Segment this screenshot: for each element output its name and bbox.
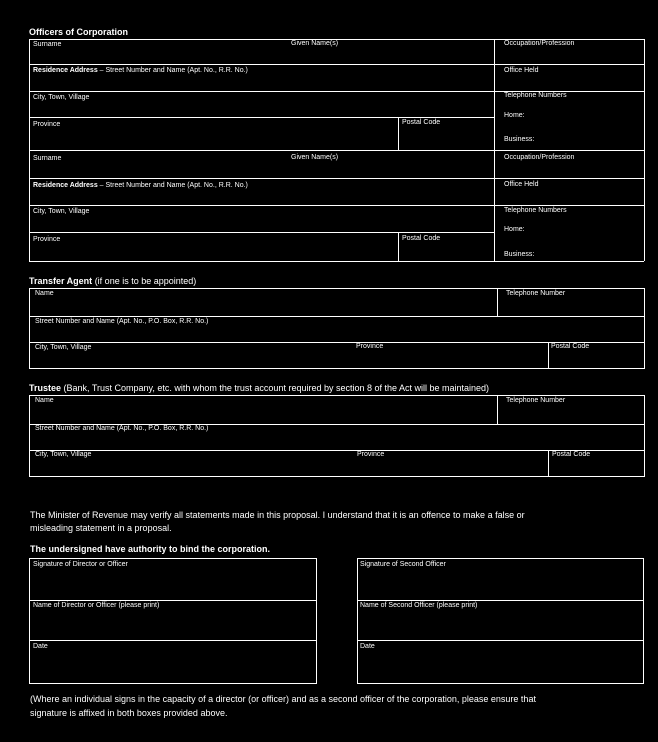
divider: [358, 640, 643, 641]
occupation-label: Occupation/Profession: [504, 40, 575, 47]
officer-1-home-phone-field[interactable]: [530, 112, 640, 122]
home-phone-label: Home:: [504, 112, 525, 119]
transfer-agent-city-field[interactable]: [35, 355, 345, 365]
city-label: City, Town, Village: [35, 344, 92, 351]
trustee-name-field[interactable]: [35, 409, 490, 419]
director-signature-field[interactable]: [33, 572, 311, 596]
home-phone-label: Home:: [504, 226, 525, 233]
officer-2-occupation-field[interactable]: [504, 165, 640, 175]
city-label: City, Town, Village: [33, 94, 90, 101]
telephone-label: Telephone Number: [506, 397, 566, 404]
officer-2-given-names-field[interactable]: [291, 165, 491, 175]
second-officer-date-field[interactable]: [360, 656, 640, 668]
divider: [29, 64, 494, 65]
province-label: Province: [33, 121, 61, 128]
divider: [398, 117, 399, 150]
officer-2-residence-field[interactable]: [33, 193, 488, 203]
province-label: Province: [356, 343, 384, 350]
office-held-label: Office Held: [504, 181, 539, 188]
officer-1-postal-code-field[interactable]: [402, 132, 490, 142]
officer-1-given-names-field[interactable]: [291, 50, 491, 60]
authority-statement: The undersigned have authority to bind the corporation.: [30, 544, 271, 554]
divider: [29, 178, 494, 179]
residence-address-suffix: – Street Number and Name (Apt. No., R.R. No.): [97, 67, 248, 74]
trustee-city-field[interactable]: [35, 462, 345, 472]
second-officer-signature-field[interactable]: [360, 572, 640, 596]
city-label: City, Town, Village: [35, 451, 92, 458]
trustee-title-rest: (Bank, Trust Company, etc. with whom the trust account required by section 8 of the Act will be maintained): [61, 383, 490, 393]
director-date-field[interactable]: [33, 656, 311, 668]
transfer-agent-telephone-field[interactable]: [506, 301, 640, 311]
divider: [30, 600, 316, 601]
officer-1-business-phone-field[interactable]: [544, 136, 640, 146]
transfer-agent-title-rest: (if one is to be appointed): [92, 276, 197, 286]
postal-code-label: Postal Code: [552, 451, 591, 458]
transfer-agent-title: [29, 276, 196, 286]
surname-label: Surname: [33, 41, 62, 48]
director-name-field[interactable]: [33, 614, 311, 626]
surname-label: Surname: [33, 155, 62, 162]
telephone-label: Telephone Number: [506, 290, 566, 297]
residence-address-label: [33, 182, 248, 189]
name-label: Name: [35, 397, 54, 404]
officer-2-business-phone-field[interactable]: [544, 250, 640, 260]
second-officer-name-field[interactable]: [360, 614, 640, 626]
divider: [494, 178, 644, 179]
director-signature-label: Signature of Director or Officer: [33, 561, 128, 568]
business-phone-label: Business:: [504, 136, 535, 143]
divider: [30, 316, 644, 317]
telephone-numbers-label: Telephone Numbers: [504, 207, 567, 214]
divider: [358, 600, 643, 601]
officer-2-surname-field[interactable]: [33, 165, 283, 175]
officer-2-office-held-field[interactable]: [504, 192, 640, 202]
occupation-label: Occupation/Profession: [504, 154, 575, 161]
postal-code-label: Postal Code: [402, 119, 441, 126]
officer-1-occupation-field[interactable]: [504, 50, 640, 60]
residence-address-prefix: Residence Address: [33, 67, 98, 74]
declaration-line-1: The Minister of Revenue may verify all statements made in this proposal. I understand that it is an offence to make a false or: [30, 510, 525, 520]
divider: [494, 64, 644, 65]
officers-section-title: Officers of Corporation: [29, 27, 129, 37]
divider: [29, 39, 30, 150]
second-officer-signature-label: Signature of Second Officer: [360, 561, 446, 568]
divider: [29, 261, 644, 262]
trustee-street-field[interactable]: [35, 436, 635, 446]
telephone-numbers-label: Telephone Numbers: [504, 92, 567, 99]
officer-1-province-field[interactable]: [33, 132, 393, 142]
street-label: Street Number and Name (Apt. No., P.O. Box, R.R. No.): [35, 318, 209, 325]
director-name-label: Name of Director or Officer (please print): [33, 602, 160, 609]
divider: [644, 39, 645, 150]
given-names-label: Given Name(s): [291, 40, 339, 47]
province-label: Province: [33, 236, 61, 243]
divider: [29, 117, 494, 118]
residence-address-label: [33, 67, 248, 74]
province-label: Province: [357, 451, 385, 458]
declaration-line-2: misleading statement in a proposal.: [30, 523, 172, 533]
officer-2-city-field[interactable]: [33, 218, 488, 228]
trustee-province-field[interactable]: [357, 462, 542, 472]
residence-address-prefix: Residence Address: [33, 182, 98, 189]
divider: [398, 232, 399, 261]
divider: [494, 39, 495, 150]
trustee-postal-code-field[interactable]: [552, 462, 640, 472]
residence-address-suffix: – Street Number and Name (Apt. No., R.R. No.): [97, 182, 248, 189]
date-label: Date: [33, 643, 48, 650]
divider: [497, 396, 498, 424]
footnote-line-2: signature is affixed in both boxes provided above.: [30, 708, 228, 718]
footnote-line-1: (Where an individual signs in the capacity of a director (or officer) and as a second officer of the corporation, please ensure that: [30, 694, 536, 704]
trustee-title: [29, 383, 489, 393]
transfer-agent-street-field[interactable]: [35, 329, 635, 339]
office-held-label: Office Held: [504, 67, 539, 74]
postal-code-label: Postal Code: [551, 343, 590, 350]
divider: [30, 640, 316, 641]
trustee-title-bold: Trustee: [29, 383, 62, 393]
divider: [548, 342, 549, 368]
transfer-agent-province-field[interactable]: [356, 355, 541, 365]
transfer-agent-name-field[interactable]: [35, 301, 490, 311]
officer-2-province-field[interactable]: [33, 247, 393, 257]
street-label: Street Number and Name (Apt. No., P.O. Box, R.R. No.): [35, 425, 209, 432]
transfer-agent-postal-code-field[interactable]: [551, 355, 639, 365]
officer-1-city-field[interactable]: [33, 104, 488, 114]
date-label: Date: [360, 643, 375, 650]
second-officer-name-label: Name of Second Officer (please print): [360, 602, 478, 609]
divider: [29, 91, 494, 92]
divider: [29, 205, 494, 206]
officer-2-home-phone-field[interactable]: [530, 226, 640, 236]
divider: [497, 289, 498, 316]
officer-2-postal-code-field[interactable]: [402, 247, 490, 257]
divider: [494, 205, 644, 206]
trustee-telephone-field[interactable]: [506, 409, 640, 419]
officer-1-surname-field[interactable]: [33, 50, 283, 60]
divider: [29, 150, 644, 151]
business-phone-label: Business:: [504, 251, 535, 258]
divider: [29, 232, 494, 233]
officer-1-office-held-field[interactable]: [504, 78, 640, 88]
given-names-label: Given Name(s): [291, 154, 339, 161]
postal-code-label: Postal Code: [402, 235, 441, 242]
transfer-agent-title-bold: Transfer Agent: [29, 276, 93, 286]
divider: [29, 39, 494, 40]
city-label: City, Town, Village: [33, 208, 90, 215]
officer-1-residence-field[interactable]: [33, 78, 488, 88]
name-label: Name: [35, 290, 54, 297]
divider: [548, 450, 549, 476]
divider: [644, 150, 645, 261]
